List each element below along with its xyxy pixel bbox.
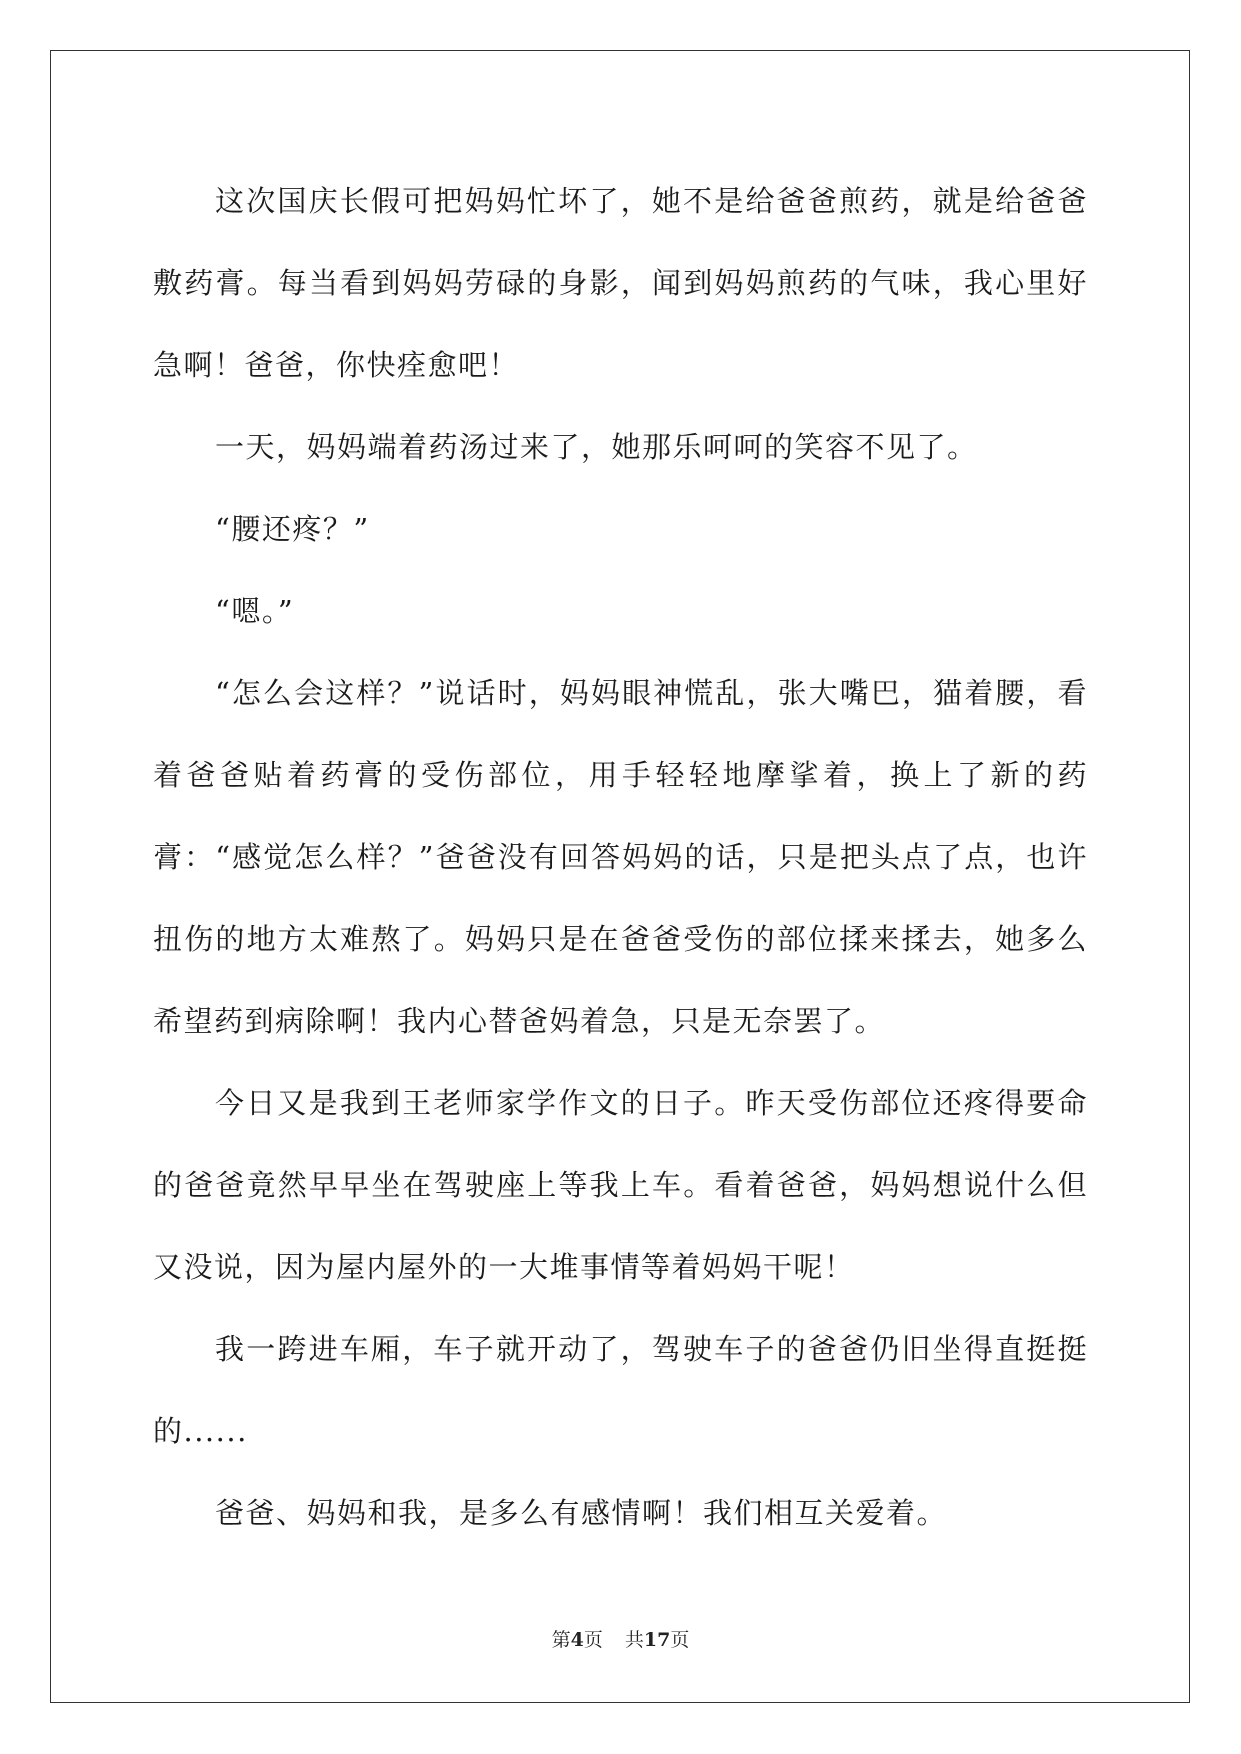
paragraph: “怎么会这样？”说话时，妈妈眼神慌乱，张大嘴巴，猫着腰，看着爸爸贴着药膏的受伤部位，用手轻轻地摩挲着，换上了新的药膏：“感觉怎么样？”爸爸没有回答妈妈的话，只是把头点了点，也许扭伤的地方太难熬了。妈妈只是在爸爸受伤的部位揉来揉去，她多么希望药到病除啊！我内心替爸妈着急，只是无奈罢了。 — [153, 676, 1088, 1038]
footer-total-prefix: 共 — [624, 1629, 644, 1651]
paragraph: 我一跨进车厢，车子就开动了，驾驶车子的爸爸仍旧坐得直挺挺的...... — [153, 1332, 1088, 1448]
paragraph: 今日又是我到王老师家学作文的日子。昨天受伤部位还疼得要命的爸爸竟然早早坐在驾驶座上等我上车。看着爸爸，妈妈想说什么但又没说，因为屋内屋外的一大堆事情等着妈妈干呢！ — [153, 1086, 1088, 1284]
page-footer — [0, 1625, 1241, 1652]
paragraph: “嗯。” — [215, 594, 295, 628]
footer-total-unit: 页 — [670, 1629, 690, 1651]
paragraph: 一天，妈妈端着药汤过来了，她那乐呵呵的笑容不见了。 — [215, 430, 978, 464]
total-pages-number: 17 — [643, 1629, 671, 1651]
footer-page-unit: 页 — [583, 1629, 603, 1651]
footer-prefix: 第 — [551, 1629, 571, 1651]
current-page-number: 4 — [570, 1629, 584, 1651]
document-body — [153, 160, 1088, 1554]
paragraph: 爸爸、妈妈和我，是多么有感情啊！我们相互关爱着。 — [215, 1496, 948, 1530]
paragraph: “腰还疼？” — [215, 512, 370, 546]
paragraph: 这次国庆长假可把妈妈忙坏了，她不是给爸爸煎药，就是给爸爸敷药膏。每当看到妈妈劳碌的身影，闻到妈妈煎药的气味，我心里好急啊！爸爸，你快痊愈吧！ — [153, 184, 1088, 382]
